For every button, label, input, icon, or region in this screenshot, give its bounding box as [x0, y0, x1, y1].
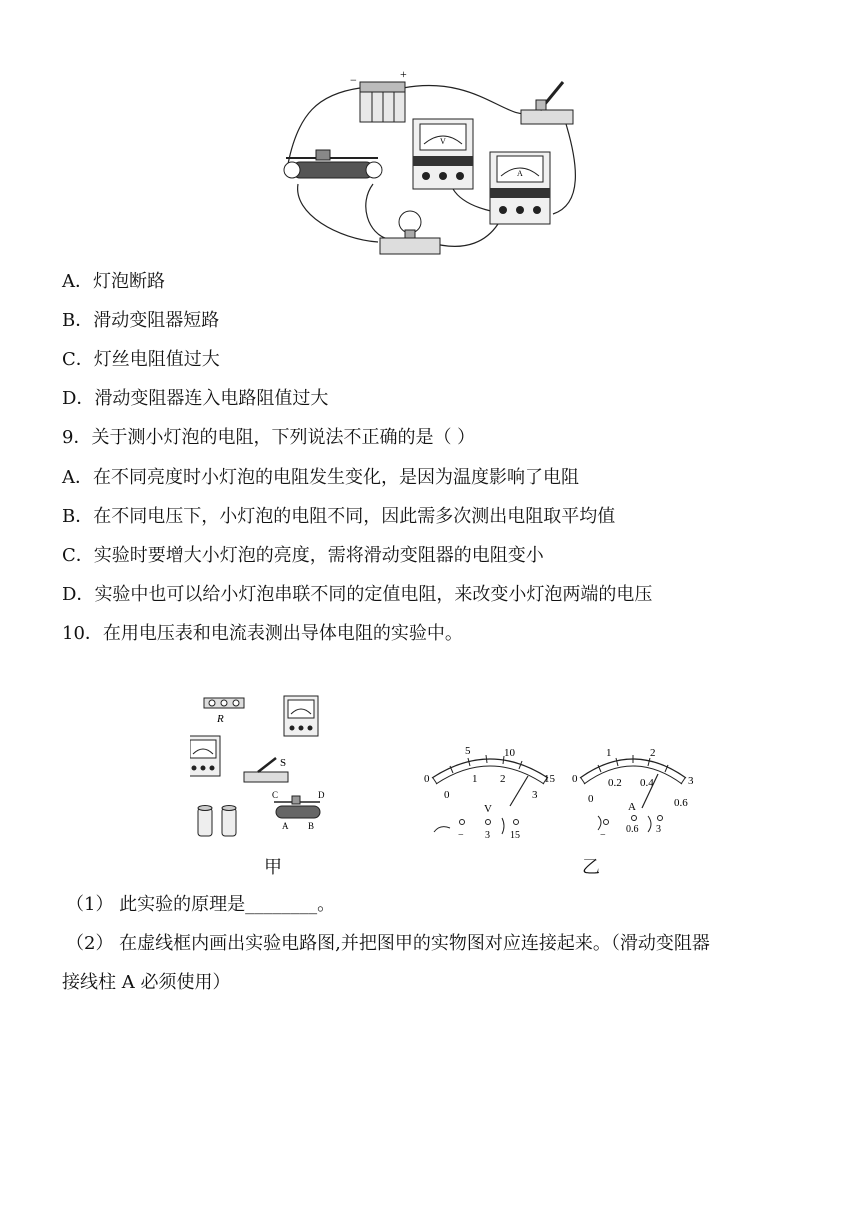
q9-option-a: A．在不同亮度时小灯泡的电阻发生变化，是因为温度影响了电阻 — [62, 467, 579, 488]
voltmeter-dial-figure — [420, 740, 570, 840]
q9-option-c: C．实验时要增大小灯泡的亮度，需将滑动变阻器的电阻变小 — [62, 545, 544, 566]
v-upper-15: 15 — [544, 773, 555, 785]
q10-sub1: （1） 此实验的原理是________。 — [66, 894, 336, 915]
a-lower-06: 0.6 — [674, 797, 688, 809]
battery-plus: + — [400, 67, 407, 81]
q8-option-a: A．灯泡断路 — [62, 271, 165, 292]
q8-option-d: D．滑动变阻器连入电路阻值过大 — [62, 388, 329, 409]
lamp-icon — [380, 211, 440, 254]
a-lower-0: 0 — [588, 793, 594, 805]
q10-stem: 10．在用电压表和电流表测出导体电阻的实验中。 — [62, 623, 463, 644]
label-R: R — [217, 713, 224, 725]
a-term-3: 3 — [656, 824, 661, 835]
a-lower-04: 0.4 — [640, 777, 654, 789]
figure-jia-components — [190, 692, 350, 842]
switch-icon — [521, 82, 573, 124]
a-lower-02: 0.2 — [608, 777, 622, 789]
ammeter-dial-figure — [568, 740, 708, 840]
top-ammeter-symbol: A — [517, 169, 523, 178]
label-C: C — [272, 790, 279, 800]
a-upper-2: 2 — [650, 747, 656, 759]
battery-icon — [350, 67, 407, 122]
small-ammeter-icon — [284, 696, 318, 736]
caption-jia: 甲 — [264, 857, 282, 878]
q9-stem: 9．关于测小灯泡的电阻，下列说法不正确的是（ ） — [62, 427, 476, 448]
rheostat-icon — [284, 150, 382, 178]
v-lower-2: 2 — [500, 773, 506, 785]
resistor-icon — [204, 698, 244, 725]
caption-yi: 乙 — [582, 857, 600, 878]
label-D: D — [318, 790, 325, 800]
q10-sub2-line2: 接线柱 A 必须使用） — [62, 972, 231, 993]
label-S: S — [280, 757, 287, 769]
label-A: A — [282, 821, 289, 831]
small-rheostat-icon — [272, 790, 325, 831]
ammeter-symbol: A — [628, 801, 636, 813]
a-upper-1: 1 — [606, 747, 612, 759]
v-term-3: 3 — [485, 830, 490, 840]
v-lower-3: 3 — [532, 789, 538, 801]
voltmeter-symbol: V — [484, 803, 492, 815]
top-voltmeter-symbol: V — [440, 137, 446, 146]
label-B: B — [308, 821, 315, 831]
a-upper-0: 0 — [572, 773, 578, 785]
a-upper-3: 3 — [688, 775, 694, 787]
q9-option-b: B．在不同电压下，小灯泡的电阻不同，因此需多次测出电阻取平均值 — [62, 506, 616, 527]
v-upper-5: 5 — [465, 745, 471, 757]
dry-cells-icon — [198, 806, 236, 837]
v-term-minus: − — [458, 830, 464, 840]
voltmeter-icon — [413, 119, 473, 189]
a-term-06: 0.6 — [626, 824, 639, 835]
v-upper-10: 10 — [504, 747, 515, 759]
a-term-minus: − — [600, 830, 606, 840]
q9-option-d: D．实验中也可以给小灯泡串联不同的定值电阻，来改变小灯泡两端的电压 — [62, 584, 653, 605]
q8-option-c: C．灯丝电阻值过大 — [62, 349, 220, 370]
q8-option-b: B．滑动变阻器短路 — [62, 310, 220, 331]
voltmeter-needle — [510, 776, 528, 806]
small-voltmeter-icon — [190, 736, 220, 776]
top-circuit-figure — [278, 64, 588, 260]
q10-sub2-line1: （2） 在虚线框内画出实验电路图,并把图甲的实物图对应连接起来。（滑动变阻器 — [66, 933, 710, 954]
v-upper-0: 0 — [424, 773, 430, 785]
battery-minus: − — [350, 73, 357, 87]
v-lower-0: 0 — [444, 789, 450, 801]
ammeter-icon — [490, 152, 550, 224]
v-lower-1: 1 — [472, 773, 478, 785]
small-switch-icon — [244, 757, 288, 782]
v-term-15: 15 — [510, 830, 520, 840]
